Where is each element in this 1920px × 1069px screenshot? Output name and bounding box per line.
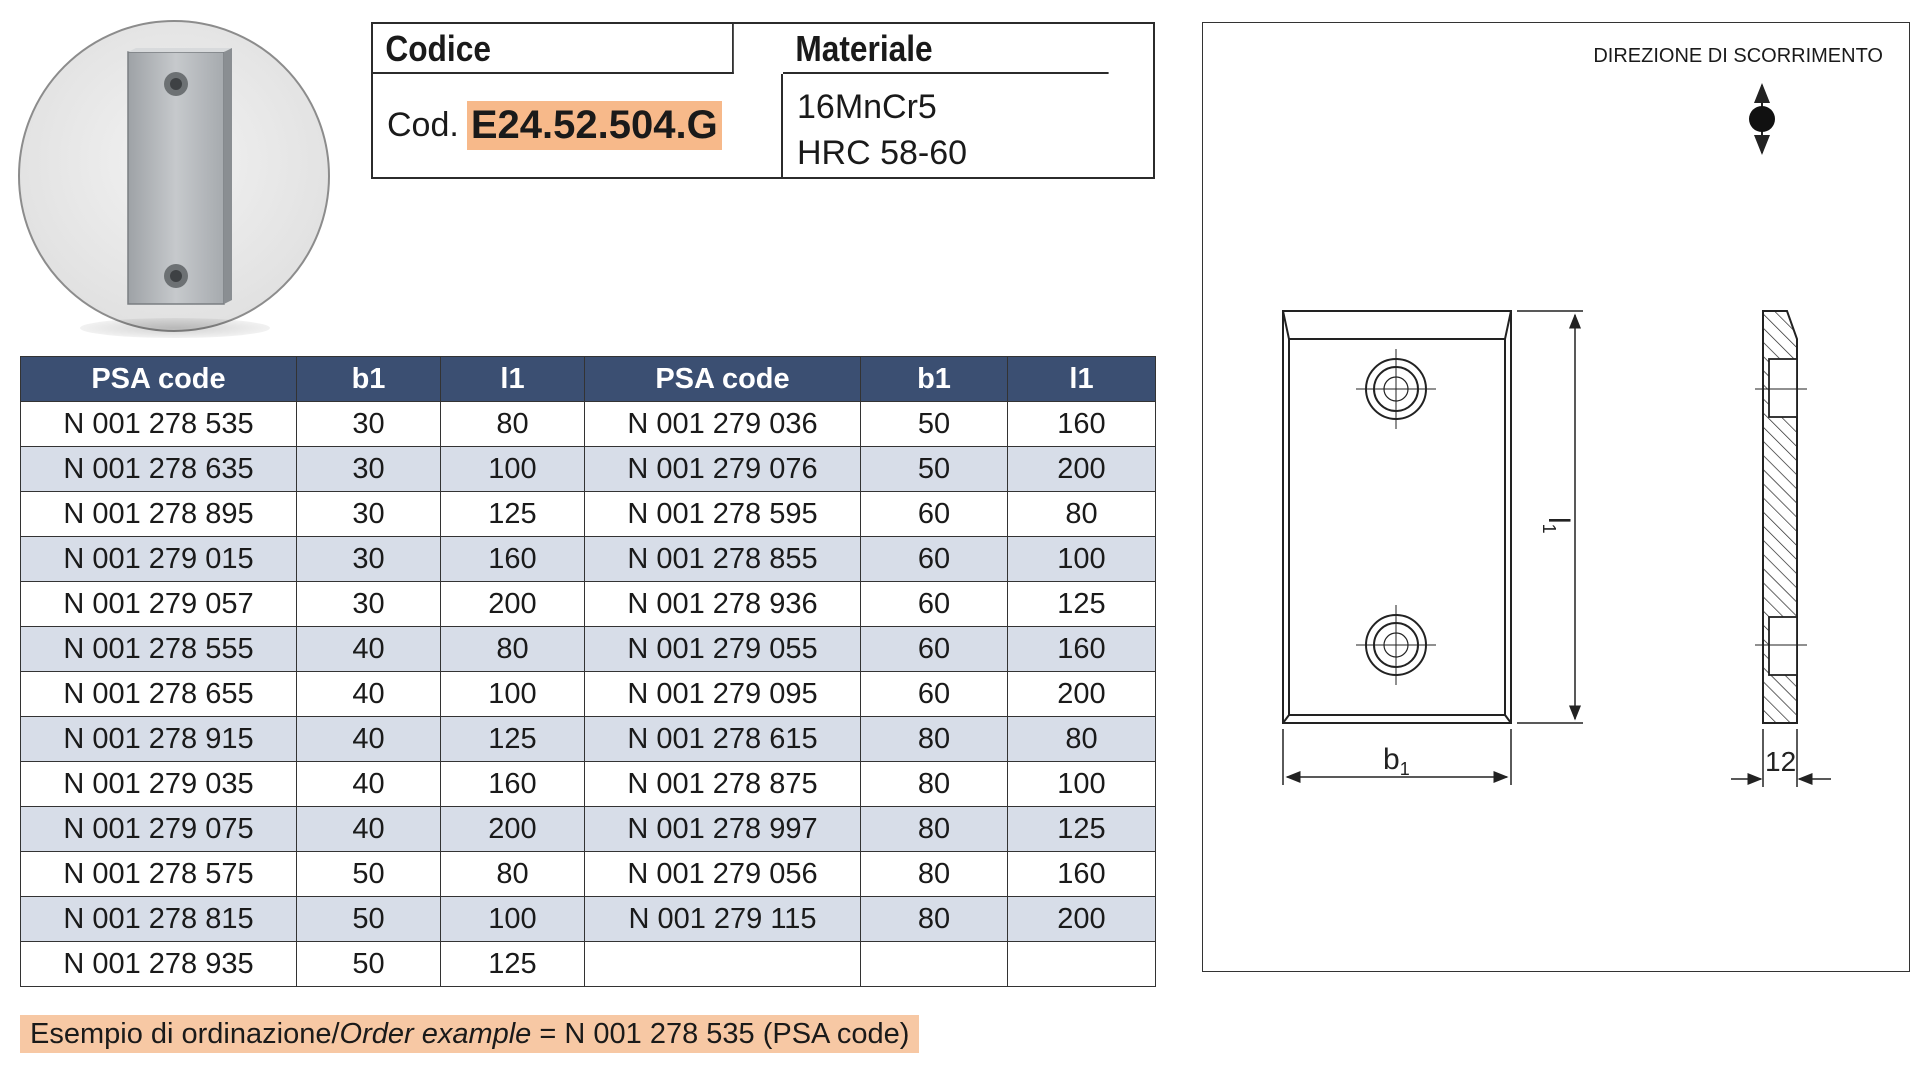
- table-cell: 50: [861, 402, 1008, 447]
- table-cell: 100: [1008, 537, 1156, 582]
- table-cell: 200: [441, 582, 585, 627]
- table-cell: N 001 278 655: [21, 672, 297, 717]
- table-cell: N 001 278 595: [585, 492, 861, 537]
- table-cell: 80: [1008, 492, 1156, 537]
- table-row: [21, 807, 1156, 852]
- table-row: [21, 852, 1156, 897]
- table-cell: 100: [441, 672, 585, 717]
- table-row: [21, 537, 1156, 582]
- code-cell: [373, 74, 783, 177]
- table-cell: 160: [441, 537, 585, 582]
- table-row: [21, 582, 1156, 627]
- table-cell: 40: [297, 672, 441, 717]
- table-cell: 160: [1008, 627, 1156, 672]
- material-grade: 16MnCr5: [797, 88, 937, 126]
- column-header-psa-code: PSA code: [21, 357, 297, 402]
- column-header-b1: b1: [297, 357, 441, 402]
- table-cell: 40: [297, 762, 441, 807]
- table-cell: 125: [1008, 582, 1156, 627]
- table-cell: 200: [1008, 897, 1156, 942]
- label-thickness: 12: [1765, 746, 1797, 777]
- wear-plate-image: [20, 22, 332, 334]
- code-material-box: [371, 22, 1155, 179]
- table-row: [21, 447, 1156, 492]
- order-example: [20, 1015, 919, 1053]
- table-cell: N 001 279 056: [585, 852, 861, 897]
- side-view: [1755, 311, 1807, 723]
- table-cell: N 001 278 936: [585, 582, 861, 627]
- table-cell: 60: [861, 582, 1008, 627]
- table-cell: 125: [441, 942, 585, 987]
- table-cell: 160: [1008, 852, 1156, 897]
- table-cell: N 001 278 895: [21, 492, 297, 537]
- table-cell: 40: [297, 627, 441, 672]
- table-cell: N 001 279 055: [585, 627, 861, 672]
- psa-code-table: [20, 356, 1156, 987]
- table-cell: N 001 279 115: [585, 897, 861, 942]
- table-cell: N 001 278 615: [585, 717, 861, 762]
- table-header-row: [21, 357, 1156, 402]
- table-cell: N 001 279 057: [21, 582, 297, 627]
- table-cell: 100: [1008, 762, 1156, 807]
- codice-header: Codice: [373, 24, 734, 74]
- table-cell: 40: [297, 807, 441, 852]
- table-row: [21, 717, 1156, 762]
- table-cell: 30: [297, 402, 441, 447]
- table-cell: N 001 278 535: [21, 402, 297, 447]
- front-view: [1283, 311, 1511, 723]
- table-cell: 60: [861, 627, 1008, 672]
- table-cell: 80: [861, 717, 1008, 762]
- table-cell: N 001 279 036: [585, 402, 861, 447]
- table-cell: 160: [1008, 402, 1156, 447]
- table-row: [21, 672, 1156, 717]
- table-cell: N 001 279 075: [21, 807, 297, 852]
- table-cell: 80: [861, 897, 1008, 942]
- table-cell: 60: [861, 492, 1008, 537]
- table-cell: N 001 278 815: [21, 897, 297, 942]
- order-example-suffix: = N 001 278 535 (PSA code): [531, 1018, 910, 1050]
- drawing-svg: [1203, 23, 1911, 973]
- table-cell: 80: [861, 852, 1008, 897]
- table-cell: N 001 279 076: [585, 447, 861, 492]
- table-cell: 160: [441, 762, 585, 807]
- column-header-psa-code: PSA code: [585, 357, 861, 402]
- table-cell: 80: [861, 762, 1008, 807]
- table-cell: N 001 278 555: [21, 627, 297, 672]
- material-cell: [783, 74, 1153, 177]
- table-cell: 40: [297, 717, 441, 762]
- table-cell: 125: [1008, 807, 1156, 852]
- table-cell: 200: [1008, 672, 1156, 717]
- table-cell: N 001 278 575: [21, 852, 297, 897]
- table-cell: [861, 942, 1008, 987]
- table-cell: N 001 278 997: [585, 807, 861, 852]
- table-cell: 80: [441, 402, 585, 447]
- table-cell: N 001 278 915: [21, 717, 297, 762]
- column-header-l1: l1: [441, 357, 585, 402]
- material-hardness: HRC 58-60: [797, 134, 968, 172]
- cod-value: E24.52.504.G: [467, 101, 722, 150]
- table-cell: N 001 278 935: [21, 942, 297, 987]
- cod-prefix: Cod.: [387, 106, 459, 144]
- table-cell: [585, 942, 861, 987]
- photo-shadow: [80, 318, 270, 338]
- table-cell: N 001 279 095: [585, 672, 861, 717]
- table-cell: 200: [1008, 447, 1156, 492]
- product-photo: [18, 20, 330, 332]
- table-cell: 60: [861, 672, 1008, 717]
- table-row: [21, 897, 1156, 942]
- table-row: [21, 627, 1156, 672]
- direction-arrow-icon: [1749, 85, 1775, 153]
- table-cell: N 001 278 635: [21, 447, 297, 492]
- order-example-italic: Order example: [339, 1018, 532, 1050]
- column-header-l1: l1: [1008, 357, 1156, 402]
- table-row: [21, 402, 1156, 447]
- materiale-header: Materiale: [783, 24, 1109, 74]
- table-cell: 125: [441, 492, 585, 537]
- table-cell: 80: [861, 807, 1008, 852]
- table-cell: N 001 279 015: [21, 537, 297, 582]
- table-cell: 50: [297, 897, 441, 942]
- table-row: [21, 762, 1156, 807]
- order-example-prefix: Esempio di ordinazione/: [30, 1018, 340, 1050]
- table-cell: 50: [297, 942, 441, 987]
- table-cell: 100: [441, 447, 585, 492]
- table-cell: 30: [297, 582, 441, 627]
- table-cell: 30: [297, 492, 441, 537]
- label-b1: $b_1$: [1383, 743, 1410, 779]
- table-cell: 30: [297, 447, 441, 492]
- table-row: [21, 492, 1156, 537]
- table-cell: 125: [441, 717, 585, 762]
- table-cell: 60: [861, 537, 1008, 582]
- column-header-b1: b1: [861, 357, 1008, 402]
- table-cell: 200: [441, 807, 585, 852]
- table-cell: N 001 278 875: [585, 762, 861, 807]
- direction-label: DIREZIONE DI SCORRIMENTO: [1593, 45, 1883, 67]
- table-cell: 80: [441, 852, 585, 897]
- table-cell: 50: [297, 852, 441, 897]
- table-body: [21, 402, 1156, 987]
- table-cell: N 001 279 035: [21, 762, 297, 807]
- table-cell: 80: [441, 627, 585, 672]
- table-cell: N 001 278 855: [585, 537, 861, 582]
- label-l1: $l_1$: [1539, 517, 1575, 534]
- table-cell: 80: [1008, 717, 1156, 762]
- table-row: [21, 942, 1156, 987]
- table-cell: 50: [861, 447, 1008, 492]
- table-cell: 30: [297, 537, 441, 582]
- table-cell: [1008, 942, 1156, 987]
- table-cell: 100: [441, 897, 585, 942]
- technical-drawing: [1202, 22, 1910, 972]
